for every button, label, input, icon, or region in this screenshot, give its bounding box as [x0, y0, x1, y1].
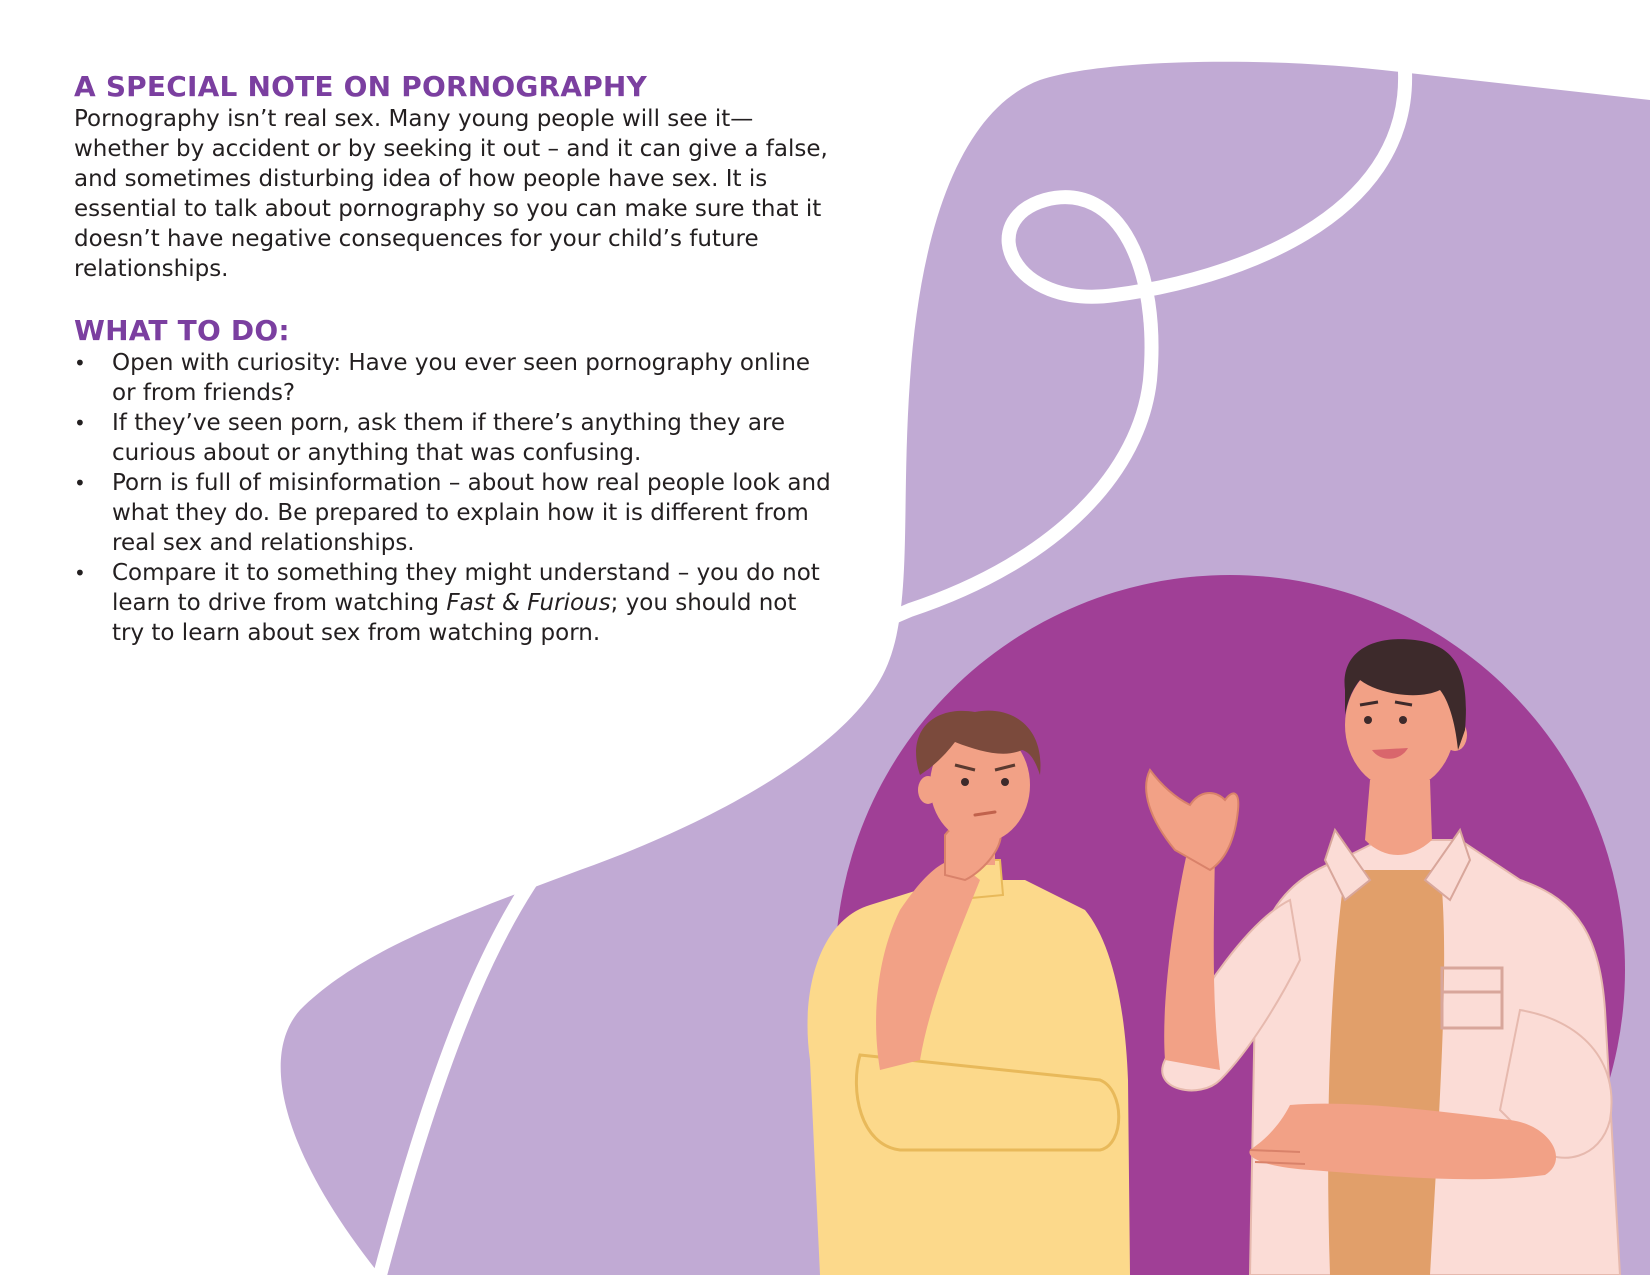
article-text [74, 70, 834, 648]
what-to-do-list [74, 348, 834, 648]
list-item-text-end: ; you should not try to learn about sex from watching porn. [112, 590, 797, 646]
what-to-do-heading: WHAT TO DO: [74, 314, 290, 347]
list-item-text: Porn is full of misinformation – about how real people look and what they do. Be prepared to explain how it is different from real sex and relationships. [112, 470, 831, 556]
film-title: Fast & Furious [446, 590, 611, 616]
note-heading: A SPECIAL NOTE ON PORNOGRAPHY [74, 70, 648, 103]
bullet-icon: • [74, 561, 86, 585]
list-item-text-start: Compare it to something they might understand – you do not learn to drive from watching [112, 560, 820, 616]
note-paragraph: Pornography isn’t real sex. Many young people will see it—whether by accident or by seeking it out – and it can give a false, and sometimes disturbing idea of how people have sex. It is essential to talk about pornography so you can make sure that it doesn’t have negative consequences for your child’s future relationships. [74, 106, 828, 282]
list-item-text: Open with curiosity: Have you ever seen pornography online or from friends? [112, 350, 811, 406]
list-item [74, 468, 834, 558]
list-item [74, 558, 834, 648]
bullet-icon: • [74, 351, 86, 375]
bullet-icon: • [74, 411, 86, 435]
list-item [74, 408, 834, 468]
bullet-icon: • [74, 471, 86, 495]
list-item [74, 348, 834, 408]
list-item-text: If they’ve seen porn, ask them if there’s anything they are curious about or anything that was confusing. [112, 410, 786, 466]
